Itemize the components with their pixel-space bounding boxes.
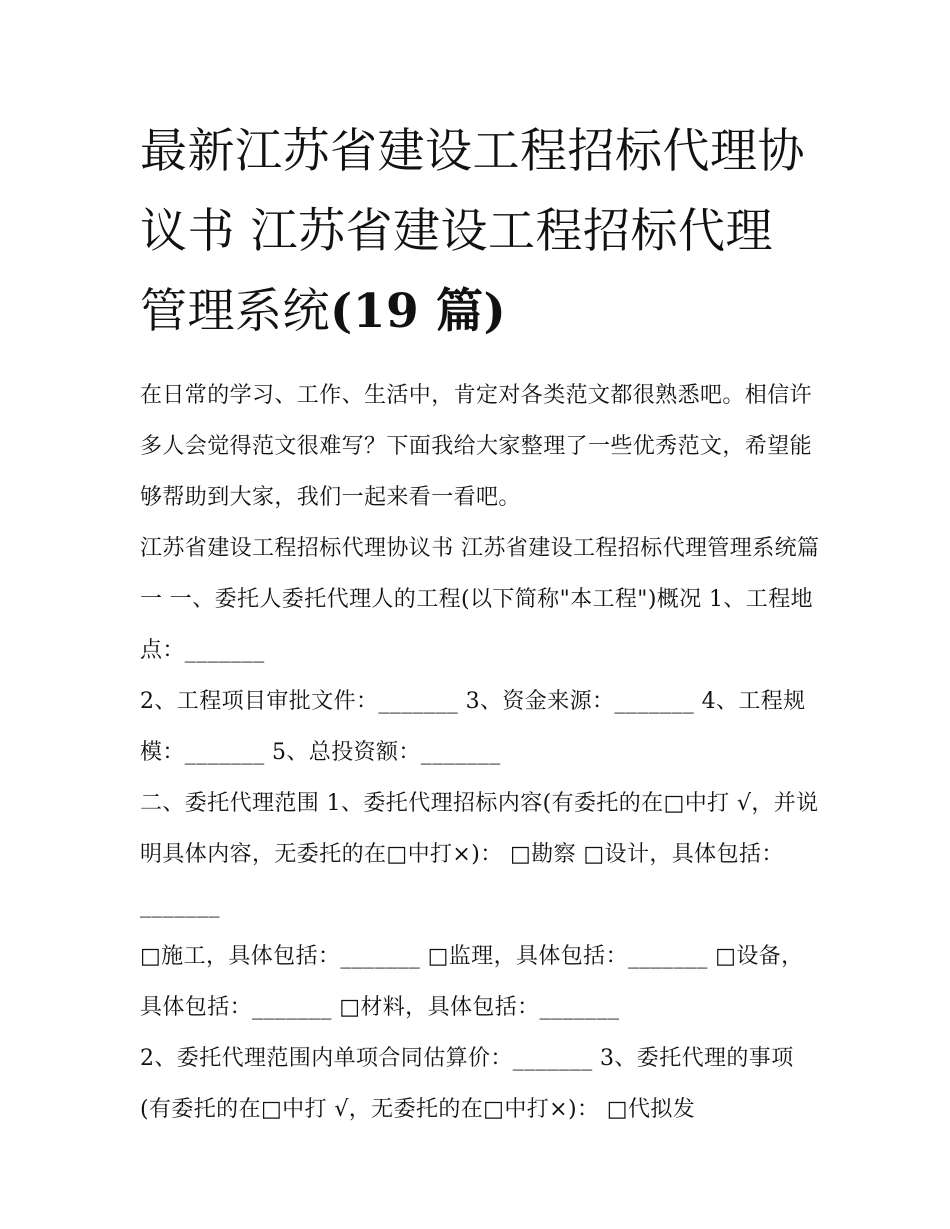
body-paragraph: 二、委托代理范围 1、委托代理招标内容(有委托的在□中打 √，并说明具体内容，无委托的在□中打×)： □勘察 □设计，具体包括：_______ <box>140 791 819 918</box>
document-body <box>140 370 820 1135</box>
body-paragraph: 2、工程项目审批文件：_______ 3、资金来源：_______ 4、工程规模：_______ 5、总投资额：_______ <box>140 689 806 765</box>
document-title-count: (19 篇) <box>330 284 507 339</box>
document-title <box>140 112 820 352</box>
document-title-main: 最新江苏省建设工程招标代理协议书 江苏省建设工程招标代理管理系统 <box>140 124 805 339</box>
body-paragraph: 2、委托代理范围内单项合同估算价：_______ 3、委托代理的事项(有委托的在□中打 √，无委托的在□中打×)： □代拟发 <box>140 1046 794 1122</box>
body-paragraph: 江苏省建设工程招标代理协议书 江苏省建设工程招标代理管理系统篇一 一、委托人委托代理人的工程(以下简称"本工程")概况 1、工程地点：_______ <box>140 536 820 663</box>
document-page <box>140 112 820 1135</box>
intro-paragraph: 在日常的学习、工作、生活中，肯定对各类范文都很熟悉吧。相信许多人会觉得范文很难写？下面我给大家整理了一些优秀范文，希望能够帮助到大家，我们一起来看一看吧。 <box>140 383 813 510</box>
body-paragraph: □施工，具体包括：_______ □监理，具体包括：_______ □设备，具体包括：_______ □材料，具体包括：_______ <box>140 944 804 1020</box>
